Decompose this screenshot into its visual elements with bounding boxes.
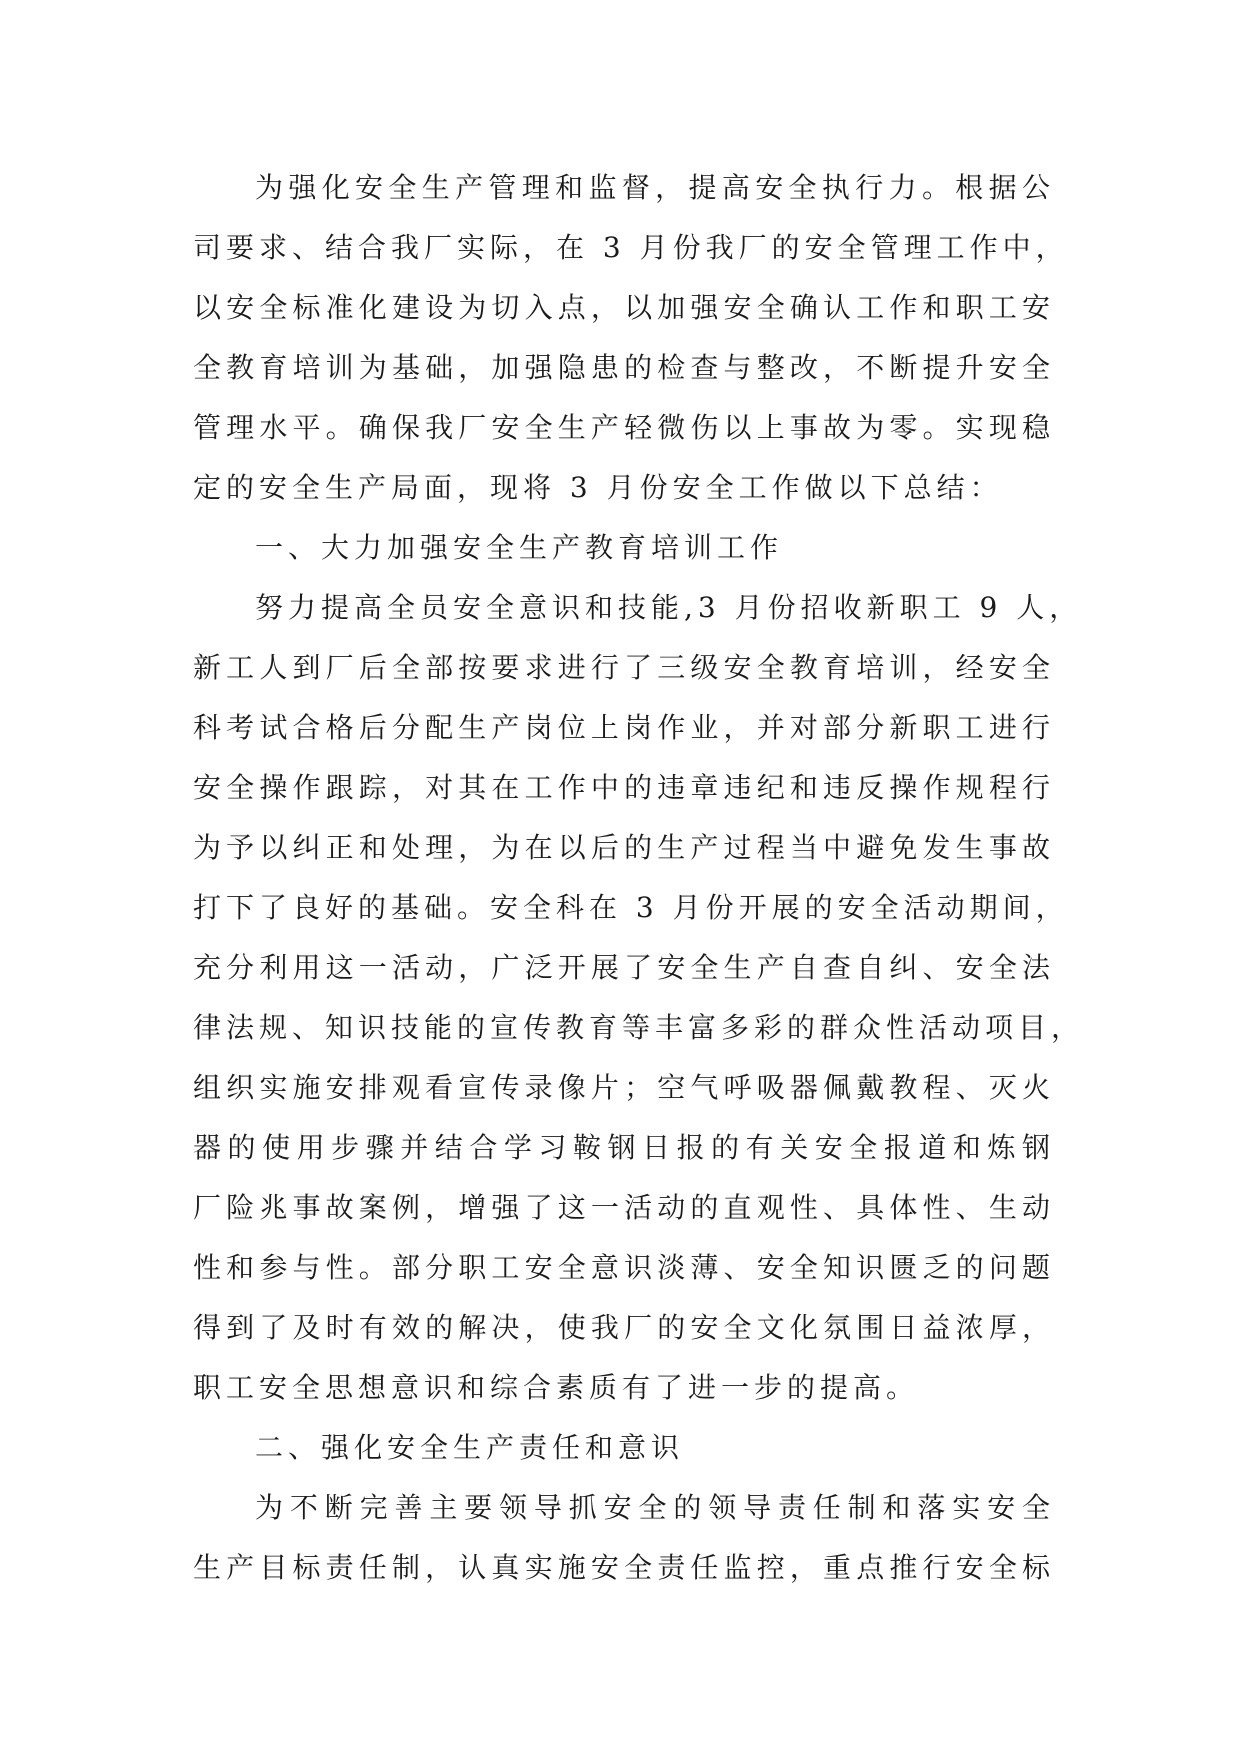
text-line: 为予以纠正和处理，为在以后的生产过程当中避免发生事故 bbox=[193, 831, 1055, 864]
text-line: 充分利用这一活动，广泛开展了安全生产自查自纠、安全法 bbox=[193, 951, 1055, 984]
text-line: 定的安全生产局面，现将 3 月份安全工作做以下总结： bbox=[193, 471, 1003, 504]
text-line: 司要求、结合我厂实际，在 3 月份我厂的安全管理工作中， bbox=[193, 231, 1069, 264]
text-line: 安全操作跟踪，对其在工作中的违章违纪和违反操作规程行 bbox=[193, 771, 1055, 804]
text-line: 厂险兆事故案例，增强了这一活动的直观性、具体性、生动 bbox=[193, 1191, 1055, 1224]
text-line: 职工安全思想意识和综合素质有了进一步的提高。 bbox=[193, 1371, 920, 1404]
text-line: 打下了良好的基础。安全科在 3 月份开展的安全活动期间， bbox=[193, 891, 1069, 924]
text-line: 全教育培训为基础，加强隐患的检查与整改，不断提升安全 bbox=[193, 351, 1055, 384]
text-line: 律法规、知识技能的宣传教育等丰富多彩的群众性活动项目， bbox=[193, 1011, 1085, 1044]
text-line: 二、强化安全生产责任和意识 bbox=[255, 1431, 685, 1464]
text-line: 性和参与性。部分职工安全意识淡薄、安全知识匮乏的问题 bbox=[193, 1251, 1055, 1284]
text-line: 管理水平。确保我厂安全生产轻微伤以上事故为零。实现稳 bbox=[193, 411, 1055, 444]
text-line: 以安全标准化建设为切入点，以加强安全确认工作和职工安 bbox=[193, 291, 1055, 324]
text-line: 科考试合格后分配生产岗位上岗作业，并对部分新职工进行 bbox=[193, 711, 1055, 744]
text-line: 器的使用步骤并结合学习鞍钢日报的有关安全报道和炼钢 bbox=[193, 1131, 1055, 1164]
text-line: 生产目标责任制，认真实施安全责任监控，重点推行安全标 bbox=[193, 1551, 1055, 1584]
text-line: 组织实施安排观看宣传录像片；空气呼吸器佩戴教程、灭火 bbox=[193, 1071, 1055, 1104]
document-body bbox=[193, 158, 1085, 1598]
text-line: 新工人到厂后全部按要求进行了三级安全教育培训，经安全 bbox=[193, 651, 1055, 684]
text-line: 为强化安全生产管理和监督，提高安全执行力。根据公 bbox=[255, 171, 1055, 204]
text-line: 为不断完善主要领导抓安全的领导责任制和落实安全 bbox=[255, 1491, 1055, 1524]
text-line: 一、大力加强安全生产教育培训工作 bbox=[255, 531, 784, 564]
text-line: 得到了及时有效的解决，使我厂的安全文化氛围日益浓厚， bbox=[193, 1311, 1055, 1344]
text-line: 努力提高全员安全意识和技能,3 月份招收新职工 9 人， bbox=[255, 591, 1083, 624]
